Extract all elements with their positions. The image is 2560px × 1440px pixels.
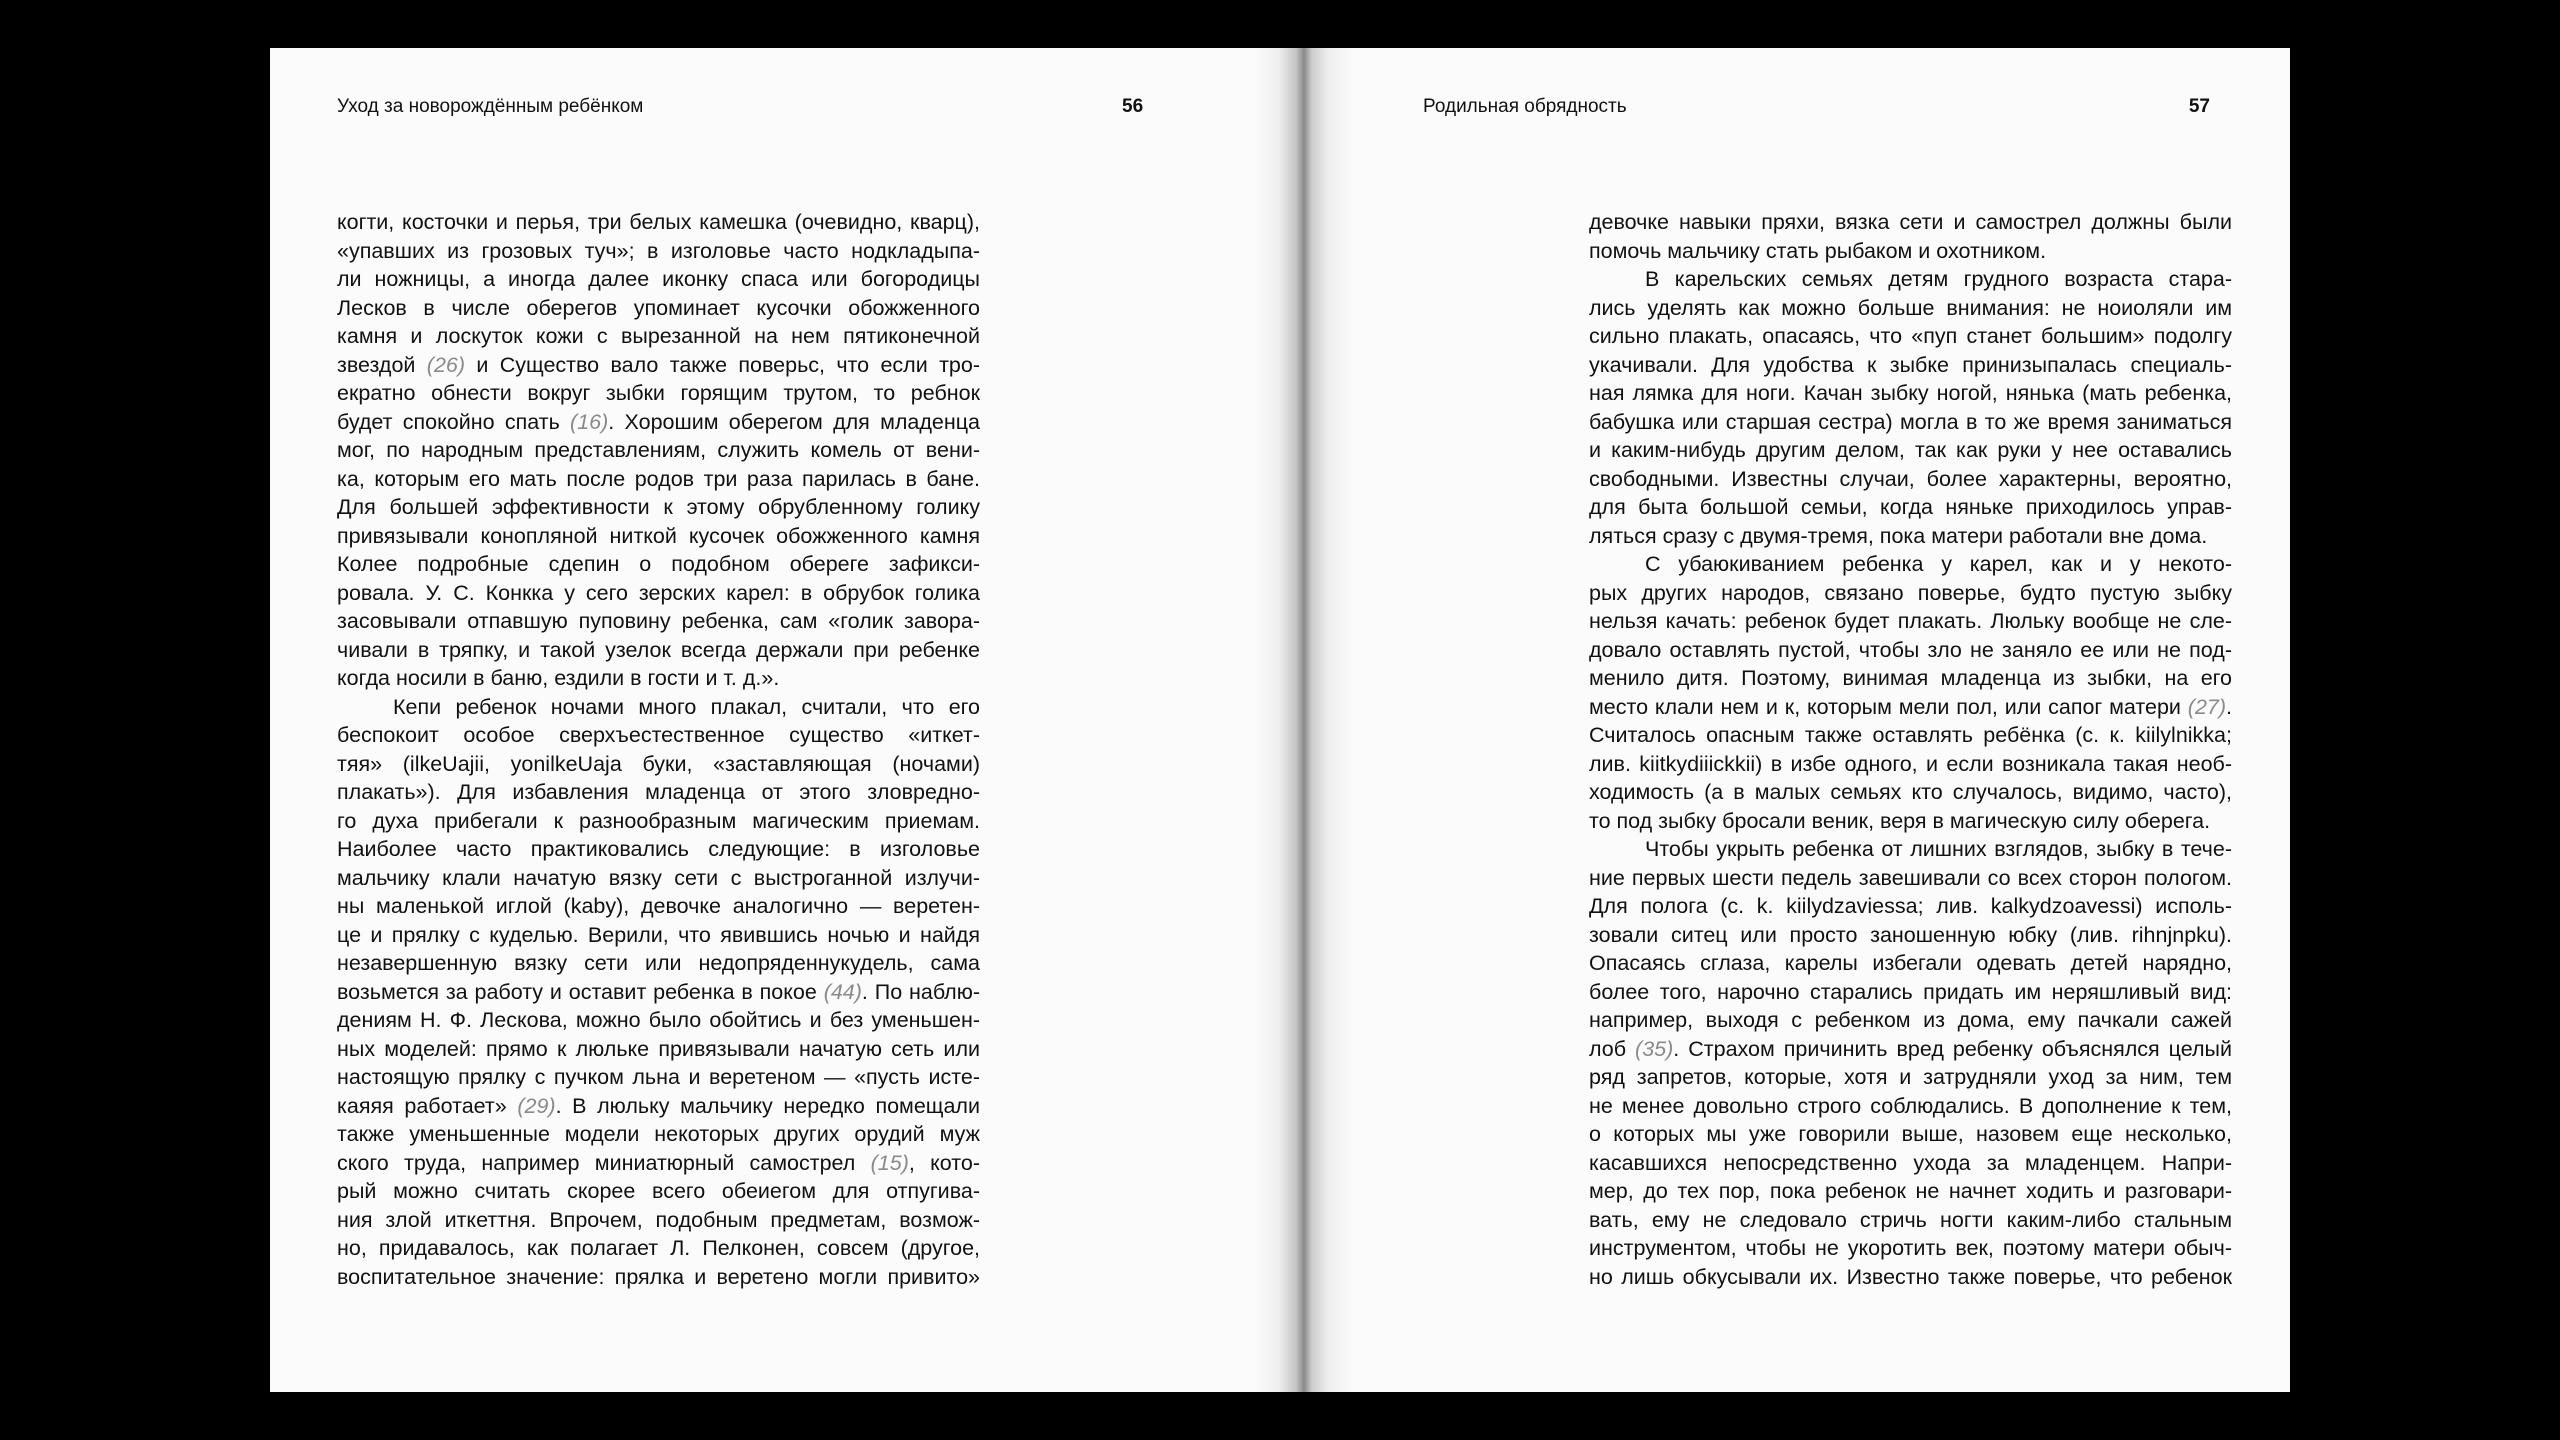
text-segment: . По наблю- [861,979,981,1004]
text-segment: ходимость (а в малых семьях кто случалось, видимо, часто), [1589,780,2232,804]
text-segment: ны маленькой иглой (kaby), девочке аналогично — веретен- [337,894,980,918]
text-line [337,237,980,266]
text-line [1589,636,2232,665]
text-line [337,379,980,408]
text-segment: екратно обнести вокруг зыбки горящим трутом, то ребнок [337,381,980,405]
text-line [337,750,980,779]
text-segment: чивали в тряпку, и такой узелок всегда держали при ребенке [337,637,980,662]
text-segment: Опасаясь сглаза, карелы избегали одевать детей нарядно, [1589,951,2232,975]
text-line [1589,864,2232,893]
text-segment: ние первых шести педель завешивали со всех сторон пологом. [1589,865,2232,890]
text-segment: бабушка или старшая сестра) могла в то же время заниматься [1589,409,2232,434]
text-segment: более того, нарочно старались придать им неряшливый вид: [1589,979,2232,1004]
text-line [337,1234,980,1263]
text-line [1589,693,2232,722]
text-line [337,465,980,494]
text-segment: девочке навыки пряхи, вязка сети и самострел должны были [1589,210,2232,234]
text-line [1589,1177,2232,1206]
text-segment: Наиболее часто практиковались следующие: в изголовье [337,837,980,861]
text-segment: Для большей эффективности к этому обрубленному голику [337,495,980,519]
text-line [1589,807,2232,836]
text-segment: о которых мы уже говорили выше, назовем еще несколько, [1589,1122,2232,1146]
text-segment: свободными. Известны случаи, более характерны, вероятно, [1589,466,2232,491]
text-line [337,778,980,807]
text-segment: ли ножницы, а иногда далее иконку спаса или богородицы [337,267,980,291]
text-segment: лив. kiitkydiiickkii) в избе одного, и если возникала такая необ- [1589,751,2232,776]
text-segment: сильно плакать, опасаясь, что «пуп станет большим» подолгу [1589,324,2232,348]
text-line [337,1006,980,1035]
text-line [337,265,980,294]
text-segment: ка, которым его мать после родов три раза парилась в бане. [337,466,980,491]
text-line [1589,1063,2232,1092]
text-line [337,1206,980,1235]
text-segment: мер, до тех пор, пока ребенок не начнет ходить и разговари- [1589,1179,2232,1203]
text-segment: ных моделей: прямо к люльке привязывали начатую сеть или [337,1036,980,1061]
text-line [1589,1206,2232,1235]
right-body-text [1589,208,2232,1291]
text-line [337,1120,980,1149]
text-segment: рый можно считать скорее всего обеиегом для отпугива- [337,1179,980,1203]
text-segment: когда носили в баню, ездили в гости и т. д.». [337,666,780,690]
text-segment: лись уделять как можно больше внимания: не ноиоляли им [1589,295,2232,320]
text-line [337,1263,980,1292]
text-segment: ряд запретов, которые, хотя и затрудняли уход за ним, тем [1589,1065,2232,1089]
text-line [337,607,980,636]
reference-citation: (15) [870,1150,909,1175]
text-line [1589,949,2232,978]
text-line [1589,750,2232,779]
text-line [1589,664,2232,693]
text-segment: мог, по народным представлениям, служить комель от вени- [337,438,980,462]
reference-citation: (26) [426,352,466,377]
text-segment: рых других народов, связано поверье, будто пустую зыбку [1589,580,2232,605]
text-line [337,208,980,237]
text-line [1589,408,2232,437]
left-running-head: Уход за новорождённым ребёнком [337,96,644,117]
text-segment: возьмется за работу и оставит ребенка в покое [337,979,824,1004]
text-segment: камня и лоскуток кожи с вырезанной на нем пятиконечной [337,324,980,348]
text-line [337,892,980,921]
text-segment: «упавших из грозовых туч»; в изголовье часто нодкладыпа- [337,238,980,263]
text-line [1589,493,2232,522]
right-page [1280,48,2290,1392]
text-segment: звездой [337,352,427,377]
text-line [337,1149,980,1178]
text-segment: Чтобы укрыть ребенка от лишних взглядов, зыбку в тече- [1645,837,2232,861]
text-line [337,351,980,380]
text-line [1589,721,2232,750]
text-segment: и каким-нибудь другим делом, так как руки у нее оставались [1589,438,2232,462]
text-segment: например, выходя с ребенком из дома, ему пачкали сажей [1589,1008,2232,1032]
text-line [337,693,980,722]
text-segment: привязывали конопляной ниткой кусочек обожженного камня [337,523,980,548]
text-line [1589,322,2232,351]
text-line [337,408,980,437]
text-segment: . [2226,694,2232,719]
text-segment: дениям Н. Ф. Лескова, можно было обойтись и без уменьшен- [337,1008,980,1032]
text-segment: незавершенную вязку сети или недопряденнукудель, сама [337,951,980,975]
text-segment: . В люльку мальчику нередко помещали [555,1093,980,1118]
text-segment: не менее довольно строго соблюдались. В дополнение к тем, [1589,1093,2232,1118]
text-segment: настоящую прялку с пучком льна и веретеном — «пусть исте- [337,1065,980,1089]
text-segment: но лишь обкусывали их. Известно также поверье, что ребенок [1589,1264,2232,1289]
reference-citation: (44) [823,979,862,1004]
text-line [1589,522,2232,551]
text-line [1589,579,2232,608]
reference-citation: (27) [2187,694,2227,719]
text-segment: воспитательное значение: прялка и веретено могли привито» [337,1264,980,1289]
text-line [1589,1234,2232,1263]
text-line [337,550,980,579]
text-segment: менило дитя. Поэтому, винимая младенца из зыбки, на его [1589,666,2232,690]
text-segment: ровала. У. С. Конкка у сего зерских карел: в обрубок голика [337,580,980,605]
text-segment: инструментом, чтобы не укоротить век, поэтому матери обыч- [1589,1236,2232,1260]
text-line [337,493,980,522]
text-line [1589,892,2232,921]
text-segment: касавшихся непосредственно ухода за младенцем. Напри- [1589,1150,2232,1175]
text-segment: Считалось опасным также оставлять ребёнка (с. к. kiilylnikka; [1589,723,2232,747]
text-segment: ная лямка для ноги. Качан зыбку ногой, нянька (мать ребенка, [1589,381,2232,405]
text-segment: лоб [1589,1036,1636,1061]
text-line [1589,379,2232,408]
text-line [337,294,980,323]
text-segment: ния злой иткеттня. Впрочем, подобным предметам, возмож- [337,1207,980,1232]
text-line [337,835,980,864]
text-line [337,636,980,665]
text-segment: . Страхом причинить вред ребенку объяснялся целый [1673,1036,2232,1061]
text-line [1589,436,2232,465]
text-segment: место клали нем и к, которым мели пол, или сапог матери [1589,694,2188,719]
text-line [1589,1092,2232,1121]
text-segment: ляться сразу с двумя-тремя, пока матери работали вне дома. [1589,523,2208,548]
reference-citation: (29) [517,1093,556,1118]
text-line [1589,294,2232,323]
left-page-number: 56 [1122,96,1144,117]
text-line [337,1177,980,1206]
text-line [337,1035,980,1064]
text-segment: Для полога (с. k. kiilydzaviessa; лив. kalkydzoavessi) исполь- [1589,894,2232,918]
text-line [1589,265,2232,294]
text-segment: и Существо вало также поверьс, что если тро- [465,352,980,377]
text-segment: Кепи ребенок ночами много плакал, считали, что его [393,694,980,719]
text-segment: плакать»). Для избавления младенца от этого зловреднo- [337,780,980,804]
text-segment: тяя» (ilkeUajii, yonilkeUaja буки, «заставляющая (ночами) [337,751,980,776]
text-line [337,522,980,551]
text-line [1589,1263,2232,1292]
text-line [337,664,980,693]
text-segment: когти, косточки и перья, три белых камешка (очевидно, кварц), [337,210,980,234]
text-segment: засовывали отпавшую пуповину ребенка, сам «голик завора- [337,609,980,633]
text-line [337,978,980,1007]
text-line [1589,921,2232,950]
text-line [1589,1035,2232,1064]
text-segment: це и прялку с куделью. Верили, что явившись ночью и найдя [337,922,980,947]
text-line [337,322,980,351]
text-line [337,436,980,465]
text-line [337,864,980,893]
text-segment: ского труда, например миниатюрный самострел [337,1150,871,1175]
text-segment: вать, ему не следовало стричь ногти каким-либо стальным [1589,1207,2232,1232]
text-segment: нельзя качать: ребенок будет плакать. Люльку вообще не сле- [1589,609,2232,633]
text-segment: . Хорошим оберегом для младенца [608,409,981,434]
text-segment: но, придавалось, как полагает Л. Пелконен, совсем (другое, [337,1236,980,1260]
right-running-head: Родильная обрядность [1423,96,1627,117]
text-line [1589,237,2232,266]
text-segment: укачивали. Для удобства к зыбке принизыпалась специаль- [1589,352,2232,377]
text-line [1589,465,2232,494]
text-line [1589,1120,2232,1149]
text-segment: мальчику клали начатую вязку сети с выстроганной излучи- [337,865,980,890]
text-line [1589,607,2232,636]
text-line [1589,978,2232,1007]
text-line [337,1092,980,1121]
text-line [1589,1149,2232,1178]
text-segment: помочь мальчику стать рыбаком и охотником. [1589,238,2047,263]
text-segment: будет спокойно спать [337,409,571,434]
reference-citation: (16) [570,409,609,434]
text-line [337,807,980,836]
text-segment: , кото- [908,1150,980,1175]
text-segment: Колее подробные сдепин о подобном обереге зафикси- [337,552,980,576]
text-segment: довало оставлять пустой, чтобы зло не заняло ее или не под- [1589,637,2232,662]
text-segment: С убаюкиванием ребенка у карел, как и у некото- [1645,552,2232,576]
left-body-text [337,208,980,1291]
text-segment: для быта большой семьи, когда няньке приходилось управ- [1589,495,2232,519]
text-line [337,921,980,950]
text-line [1589,351,2232,380]
text-segment: также уменьшенные модели некоторых других орудий муж [337,1122,980,1146]
left-page [270,48,1280,1392]
book-spread [270,48,2290,1392]
text-segment: Лесков в числе оберегов упоминает кусочки обожженного [337,295,980,320]
text-line [337,949,980,978]
text-line [1589,1006,2232,1035]
text-segment: зовали ситец или просто заношенную юбку (лив. rihnjnpku). [1589,922,2232,947]
text-segment: каяяя работает» [337,1093,518,1118]
text-segment: беспокоит особое сверхъестественное существо «иткет- [337,723,980,747]
text-line [1589,778,2232,807]
text-line [337,1063,980,1092]
text-line [1589,550,2232,579]
text-segment: го духа прибегали к разнообразным магическим приемам. [337,808,980,833]
text-segment: В карельских семьях детям грудного возраста стара- [1645,267,2232,291]
reference-citation: (35) [1635,1036,1674,1061]
text-line [1589,835,2232,864]
text-segment: то под зыбку бросали веник, веря в магическую силу оберега. [1589,808,2211,833]
text-line [1589,208,2232,237]
text-line [337,721,980,750]
text-line [337,579,980,608]
right-page-number: 57 [2188,96,2210,117]
